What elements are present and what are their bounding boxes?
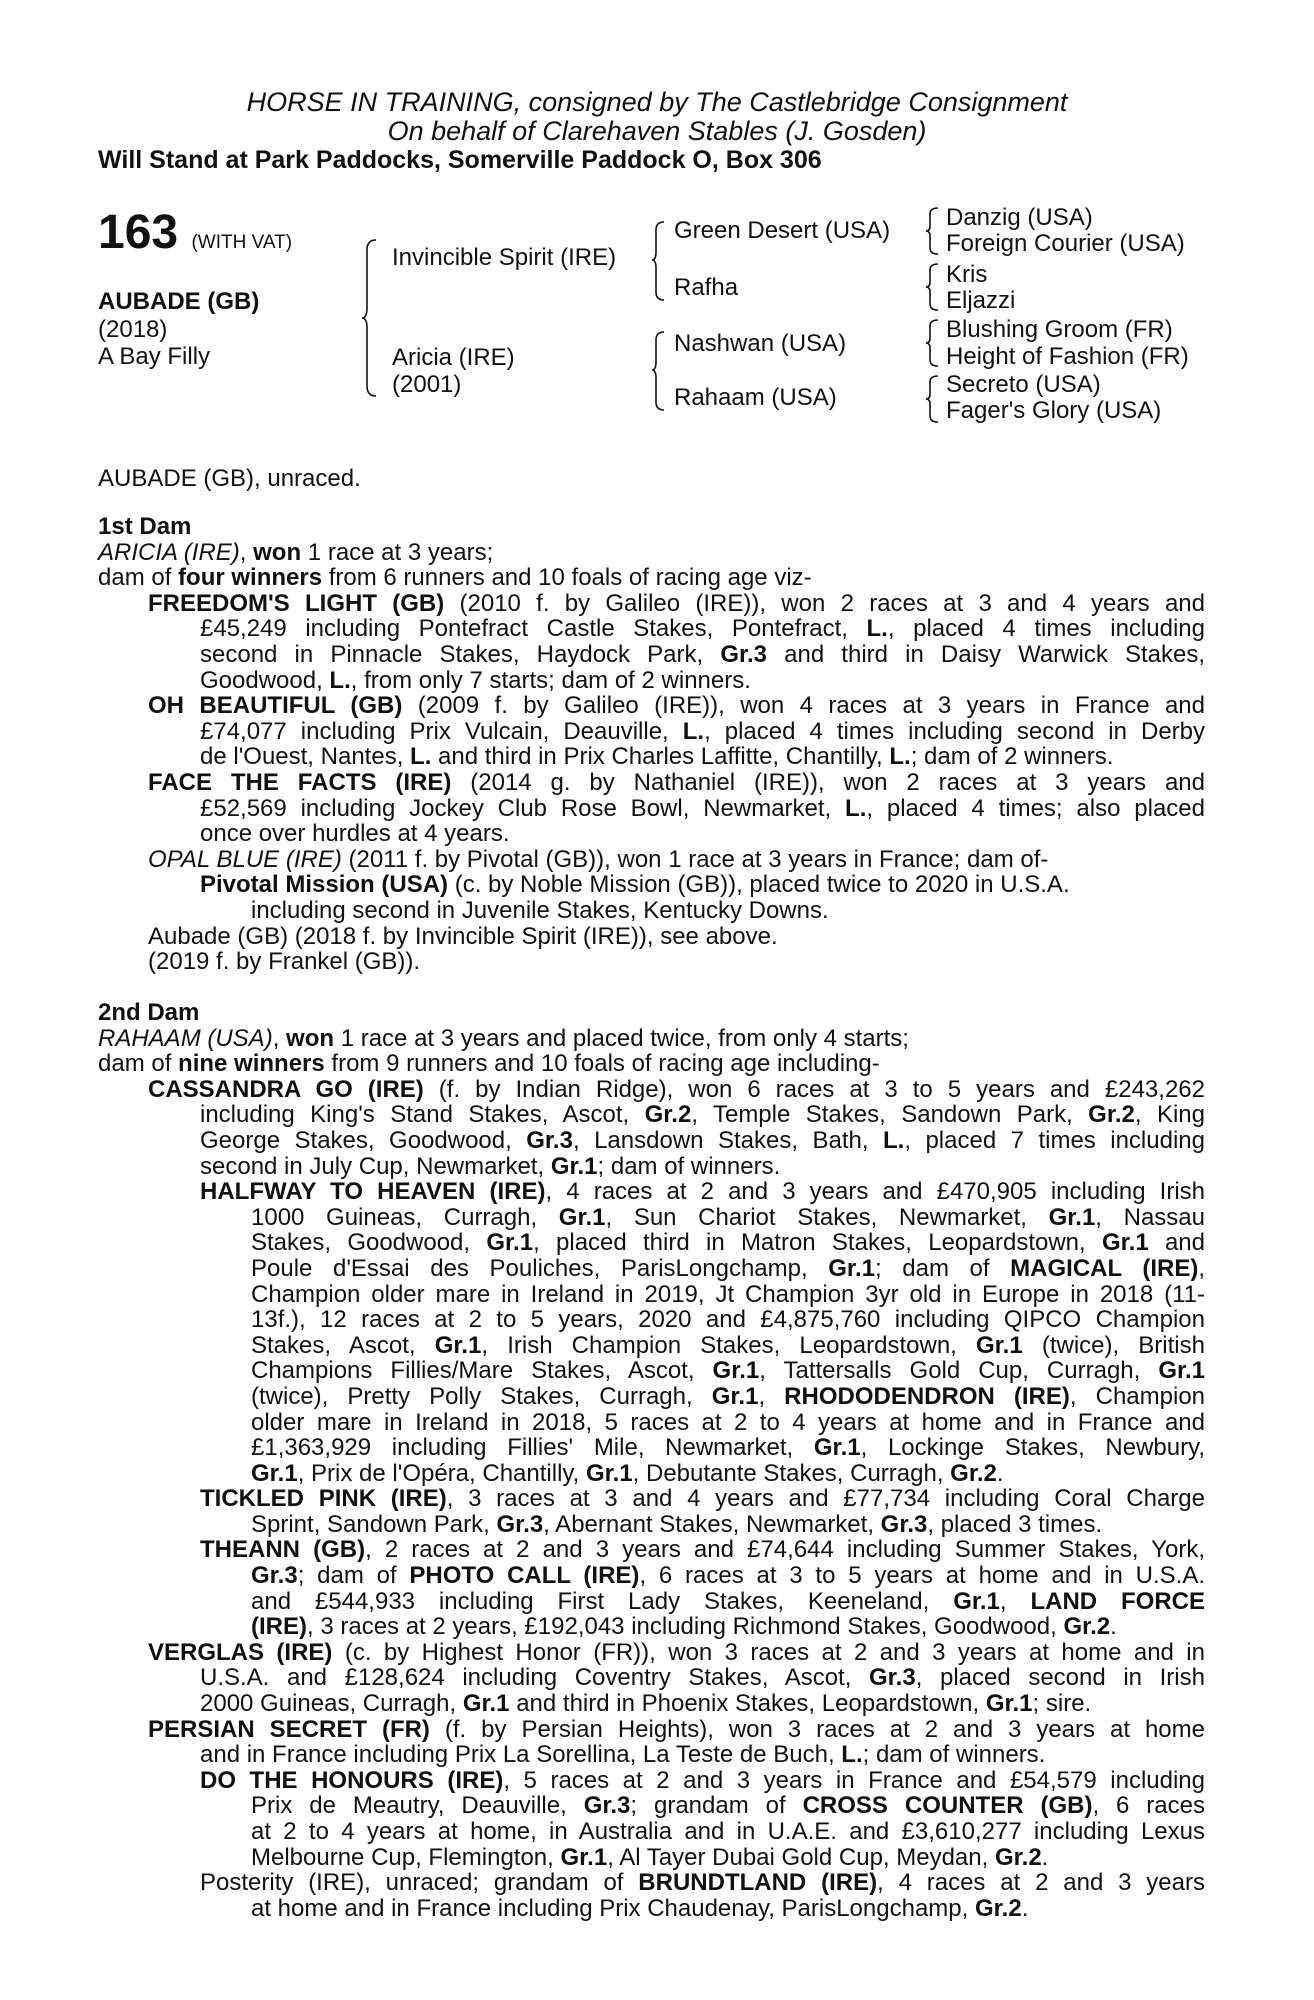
produce-entry-cont: 13f.), 12 races at 2 to 5 years, 2020 and £4,875,760 including QIPCO Champion xyxy=(251,1306,1205,1334)
pedigree-dam-sire: Nashwan (USA) xyxy=(674,330,847,357)
produce-entry-cont: once over hurdles at 4 years. xyxy=(200,820,510,848)
produce-entry: THEANN (GB), 2 races at 2 and 3 years and £74,644 including Summer Stakes, York, xyxy=(200,1536,1205,1564)
produce-entry-cont: £74,077 including Prix Vulcain, Deauville, L., placed 4 times including second in Derby xyxy=(200,717,1206,745)
pedigree-bracket-main xyxy=(362,238,378,398)
produce-entry-cont: including King's Stand Stakes, Ascot, Gr.2, Temple Stakes, Sandown Park, Gr.2, King xyxy=(200,1101,1206,1129)
horse-name: AUBADE (GB) xyxy=(98,288,260,315)
produce-entry-cont: (twice), Pretty Polly Stakes, Curragh, Gr.1, RHODODENDRON (IRE), Champion xyxy=(251,1382,1206,1410)
pedigree-ddd: Fager's Glory (USA) xyxy=(946,397,1162,424)
produce-entry-cont: at 2 to 4 years at home, in Australia and in U.A.E. and £3,610,277 including Lexus xyxy=(251,1818,1205,1845)
produce-entry-cont: U.S.A. and £128,624 including Coventry Stakes, Ascot, Gr.3, placed second in Irish xyxy=(200,1664,1205,1692)
pedigree-bracket-sd xyxy=(926,262,940,312)
pedigree-dss: Blushing Groom (FR) xyxy=(946,316,1173,343)
produce-entry-cont: Goodwood, L., from only 7 starts; dam of 2 winners. xyxy=(200,666,751,694)
produce-entry-cont: Champions Fillies/Mare Stakes, Ascot, Gr.1, Tattersalls Gold Cup, Curragh, Gr.1 xyxy=(251,1357,1206,1385)
pedigree-bracket-sire xyxy=(652,220,666,302)
produce-entry-cont: Gr.1, Prix de l'Opéra, Chantilly, Gr.1, Debutante Stakes, Curragh, Gr.2. xyxy=(251,1459,1004,1487)
produce-entry-cont: second in Pinnacle Stakes, Haydock Park, Gr.3 and third in Daisy Warwick Stakes, xyxy=(200,640,1205,668)
produce-entry: TICKLED PINK (IRE), 3 races at 3 and 4 years and £77,734 including Coral Charge xyxy=(200,1485,1205,1513)
produce-entry-cont: Melbourne Cup, Flemington, Gr.1, Al Tayer Dubai Gold Cup, Meydan, Gr.2. xyxy=(251,1843,1049,1871)
pedigree-dam-year: (2001) xyxy=(392,371,462,398)
first-dam-produce-line: dam of four winners from 6 runners and 10 foals of racing age viz- xyxy=(98,564,812,592)
produce-entry: PERSIAN SECRET (FR) (f. by Persian Heights), won 3 races at 2 and 3 years at home xyxy=(148,1715,1205,1743)
produce-entry: Aubade (GB) (2018 f. by Invincible Spirit (IRE)), see above. xyxy=(148,922,778,950)
produce-entry-cont: de l'Ouest, Nantes, L. and third in Prix Charles Laffitte, Chantilly, L.; dam of 2 winners. xyxy=(200,743,1114,771)
produce-entry: Pivotal Mission (USA) (c. by Noble Mission (GB)), placed twice to 2020 in U.S.A. xyxy=(200,871,1070,899)
produce-entry-cont: Stakes, Goodwood, Gr.1, placed third in Matron Stakes, Leopardstown, Gr.1 and xyxy=(251,1229,1205,1257)
produce-entry-cont: and £544,933 including First Lady Stakes, Keeneland, Gr.1, LAND FORCE xyxy=(251,1587,1205,1615)
produce-entry-cont: (IRE), 3 races at 2 years, £192,043 including Richmond Stakes, Goodwood, Gr.2. xyxy=(251,1613,1117,1641)
produce-entry-cont: and in France including Prix La Sorellina, La Teste de Buch, L.; dam of winners. xyxy=(200,1741,1046,1769)
produce-entry-cont: Gr.3; dam of PHOTO CALL (IRE), 6 races at 3 to 5 years at home and in U.S.A. xyxy=(251,1562,1206,1590)
produce-entry-cont: £52,569 including Jockey Club Rose Bowl, Newmarket, L., placed 4 times; also placed xyxy=(200,794,1205,822)
pedigree-bracket-ds xyxy=(926,318,940,368)
pedigree-sire-dam: Rafha xyxy=(674,274,739,301)
produce-entry: DO THE HONOURS (IRE), 5 races at 2 and 3 years in France and £54,579 including xyxy=(200,1766,1205,1794)
produce-entry-cont: 2000 Guineas, Curragh, Gr.1 and third in Phoenix Stakes, Leopardstown, Gr.1; sire. xyxy=(200,1690,1092,1718)
produce-entry-cont: older mare in Ireland in 2018, 5 races at 2 to 4 years at home and in France and xyxy=(251,1408,1205,1436)
first-dam-section xyxy=(98,514,1205,975)
produce-entry-cont: at home and in France including Prix Chaudenay, ParisLongchamp, Gr.2. xyxy=(251,1894,1029,1922)
produce-entry-cont: Champion older mare in Ireland in 2019, Jt Champion 3yr old in Europe in 2018 (11- xyxy=(251,1280,1205,1308)
produce-entry: FREEDOM'S LIGHT (GB) (2010 f. by Galileo (IRE)), won 2 races at 3 and 4 years and xyxy=(148,589,1205,617)
foaling-year: (2018) xyxy=(98,316,168,343)
pedigree-bracket-dd xyxy=(926,374,940,424)
produce-entry-cont: 1000 Guineas, Curragh, Gr.1, Sun Chariot Stakes, Newmarket, Gr.1, Nassau xyxy=(251,1203,1205,1231)
lot-number: 163 (WITH VAT) xyxy=(98,206,293,259)
vat-note: (WITH VAT) xyxy=(191,232,293,253)
second-dam-produce-line: dam of nine winners from 9 runners and 10 foals of racing age including- xyxy=(98,1050,880,1078)
produce-entry-cont: Poule d'Essai des Pouliches, ParisLongchamp, Gr.1; dam of MAGICAL (IRE), xyxy=(251,1254,1205,1282)
pedigree-sdd: Eljazzi xyxy=(946,287,1016,314)
pedigree-bracket-ss xyxy=(926,206,940,256)
produce-entry: HALFWAY TO HEAVEN (IRE), 4 races at 2 and 3 years and £470,905 including Irish xyxy=(200,1178,1205,1206)
pedigree-bracket-dam xyxy=(652,330,666,412)
horse-description: A Bay Filly xyxy=(98,343,211,370)
produce-entry-cont: Stakes, Ascot, Gr.1, Irish Champion Stakes, Leopardstown, Gr.1 (twice), British xyxy=(251,1331,1205,1359)
unraced-note: AUBADE (GB), unraced. xyxy=(98,465,361,492)
pedigree-dam: Aricia (IRE) xyxy=(392,344,515,371)
pedigree-sds: Kris xyxy=(946,261,988,288)
first-dam-line: ARICIA (IRE), won 1 race at 3 years; xyxy=(98,538,494,566)
catalogue-subheading: On behalf of Clarehaven Stables (J. Gosden) xyxy=(387,116,927,146)
produce-entry: Posterity (IRE), unraced; grandam of BRUNDTLAND (IRE), 4 races at 2 and 3 years xyxy=(200,1869,1205,1897)
pedigree-sire-sire: Green Desert (USA) xyxy=(674,217,891,244)
produce-entry-cont: second in July Cup, Newmarket, Gr.1; dam of winners. xyxy=(200,1152,781,1180)
produce-entry: VERGLAS (IRE) (c. by Highest Honor (FR)), won 3 races at 2 and 3 years at home and in xyxy=(148,1638,1205,1666)
produce-entry-cont: including second in Juvenile Stakes, Kentucky Downs. xyxy=(251,896,829,924)
produce-entry-cont: Prix de Meautry, Deauville, Gr.3; grandam of CROSS COUNTER (GB), 6 races xyxy=(251,1792,1205,1820)
catalogue-heading: HORSE IN TRAINING, consigned by The Castlebridge Consignment xyxy=(246,87,1068,117)
pedigree-sire: Invincible Spirit (IRE) xyxy=(392,244,617,271)
produce-entry: (2019 f. by Frankel (GB)). xyxy=(148,948,421,976)
second-dam-heading: 2nd Dam xyxy=(98,999,200,1026)
pedigree-ssd: Foreign Courier (USA) xyxy=(946,230,1185,257)
produce-entry-cont: George Stakes, Goodwood, Gr.3, Lansdown Stakes, Bath, L., placed 7 times including xyxy=(200,1126,1205,1154)
produce-entry: FACE THE FACTS (IRE) (2014 g. by Nathaniel (IRE)), won 2 races at 3 years and xyxy=(148,768,1205,796)
pedigree-sss: Danzig (USA) xyxy=(946,204,1093,231)
pedigree-dsd: Height of Fashion (FR) xyxy=(946,343,1189,370)
first-dam-heading: 1st Dam xyxy=(98,513,192,540)
pedigree-dam-dam: Rahaam (USA) xyxy=(674,384,837,411)
produce-entry-cont: £1,363,929 including Fillies' Mile, Newmarket, Gr.1, Lockinge Stakes, Newbury, xyxy=(251,1434,1206,1462)
second-dam-section xyxy=(98,1000,1205,1921)
produce-entry-cont: Sprint, Sandown Park, Gr.3, Abernant Stakes, Newmarket, Gr.3, placed 3 times. xyxy=(251,1510,1103,1538)
produce-entry-cont: £45,249 including Pontefract Castle Stakes, Pontefract, L., placed 4 times including xyxy=(200,615,1205,643)
pedigree-dds: Secreto (USA) xyxy=(946,371,1101,398)
produce-entry: OH BEAUTIFUL (GB) (2009 f. by Galileo (IRE)), won 4 races at 3 years in France and xyxy=(148,692,1206,720)
produce-entry: OPAL BLUE (IRE) (2011 f. by Pivotal (GB)), won 1 race at 3 years in France; dam of- xyxy=(148,845,1049,873)
stand-location: Will Stand at Park Paddocks, Somerville Paddock O, Box 306 xyxy=(98,146,822,174)
second-dam-line: RAHAAM (USA), won 1 race at 3 years and placed twice, from only 4 starts; xyxy=(98,1024,909,1052)
produce-entry: CASSANDRA GO (IRE) (f. by Indian Ridge), won 6 races at 3 to 5 years and £243,262 xyxy=(148,1075,1205,1103)
